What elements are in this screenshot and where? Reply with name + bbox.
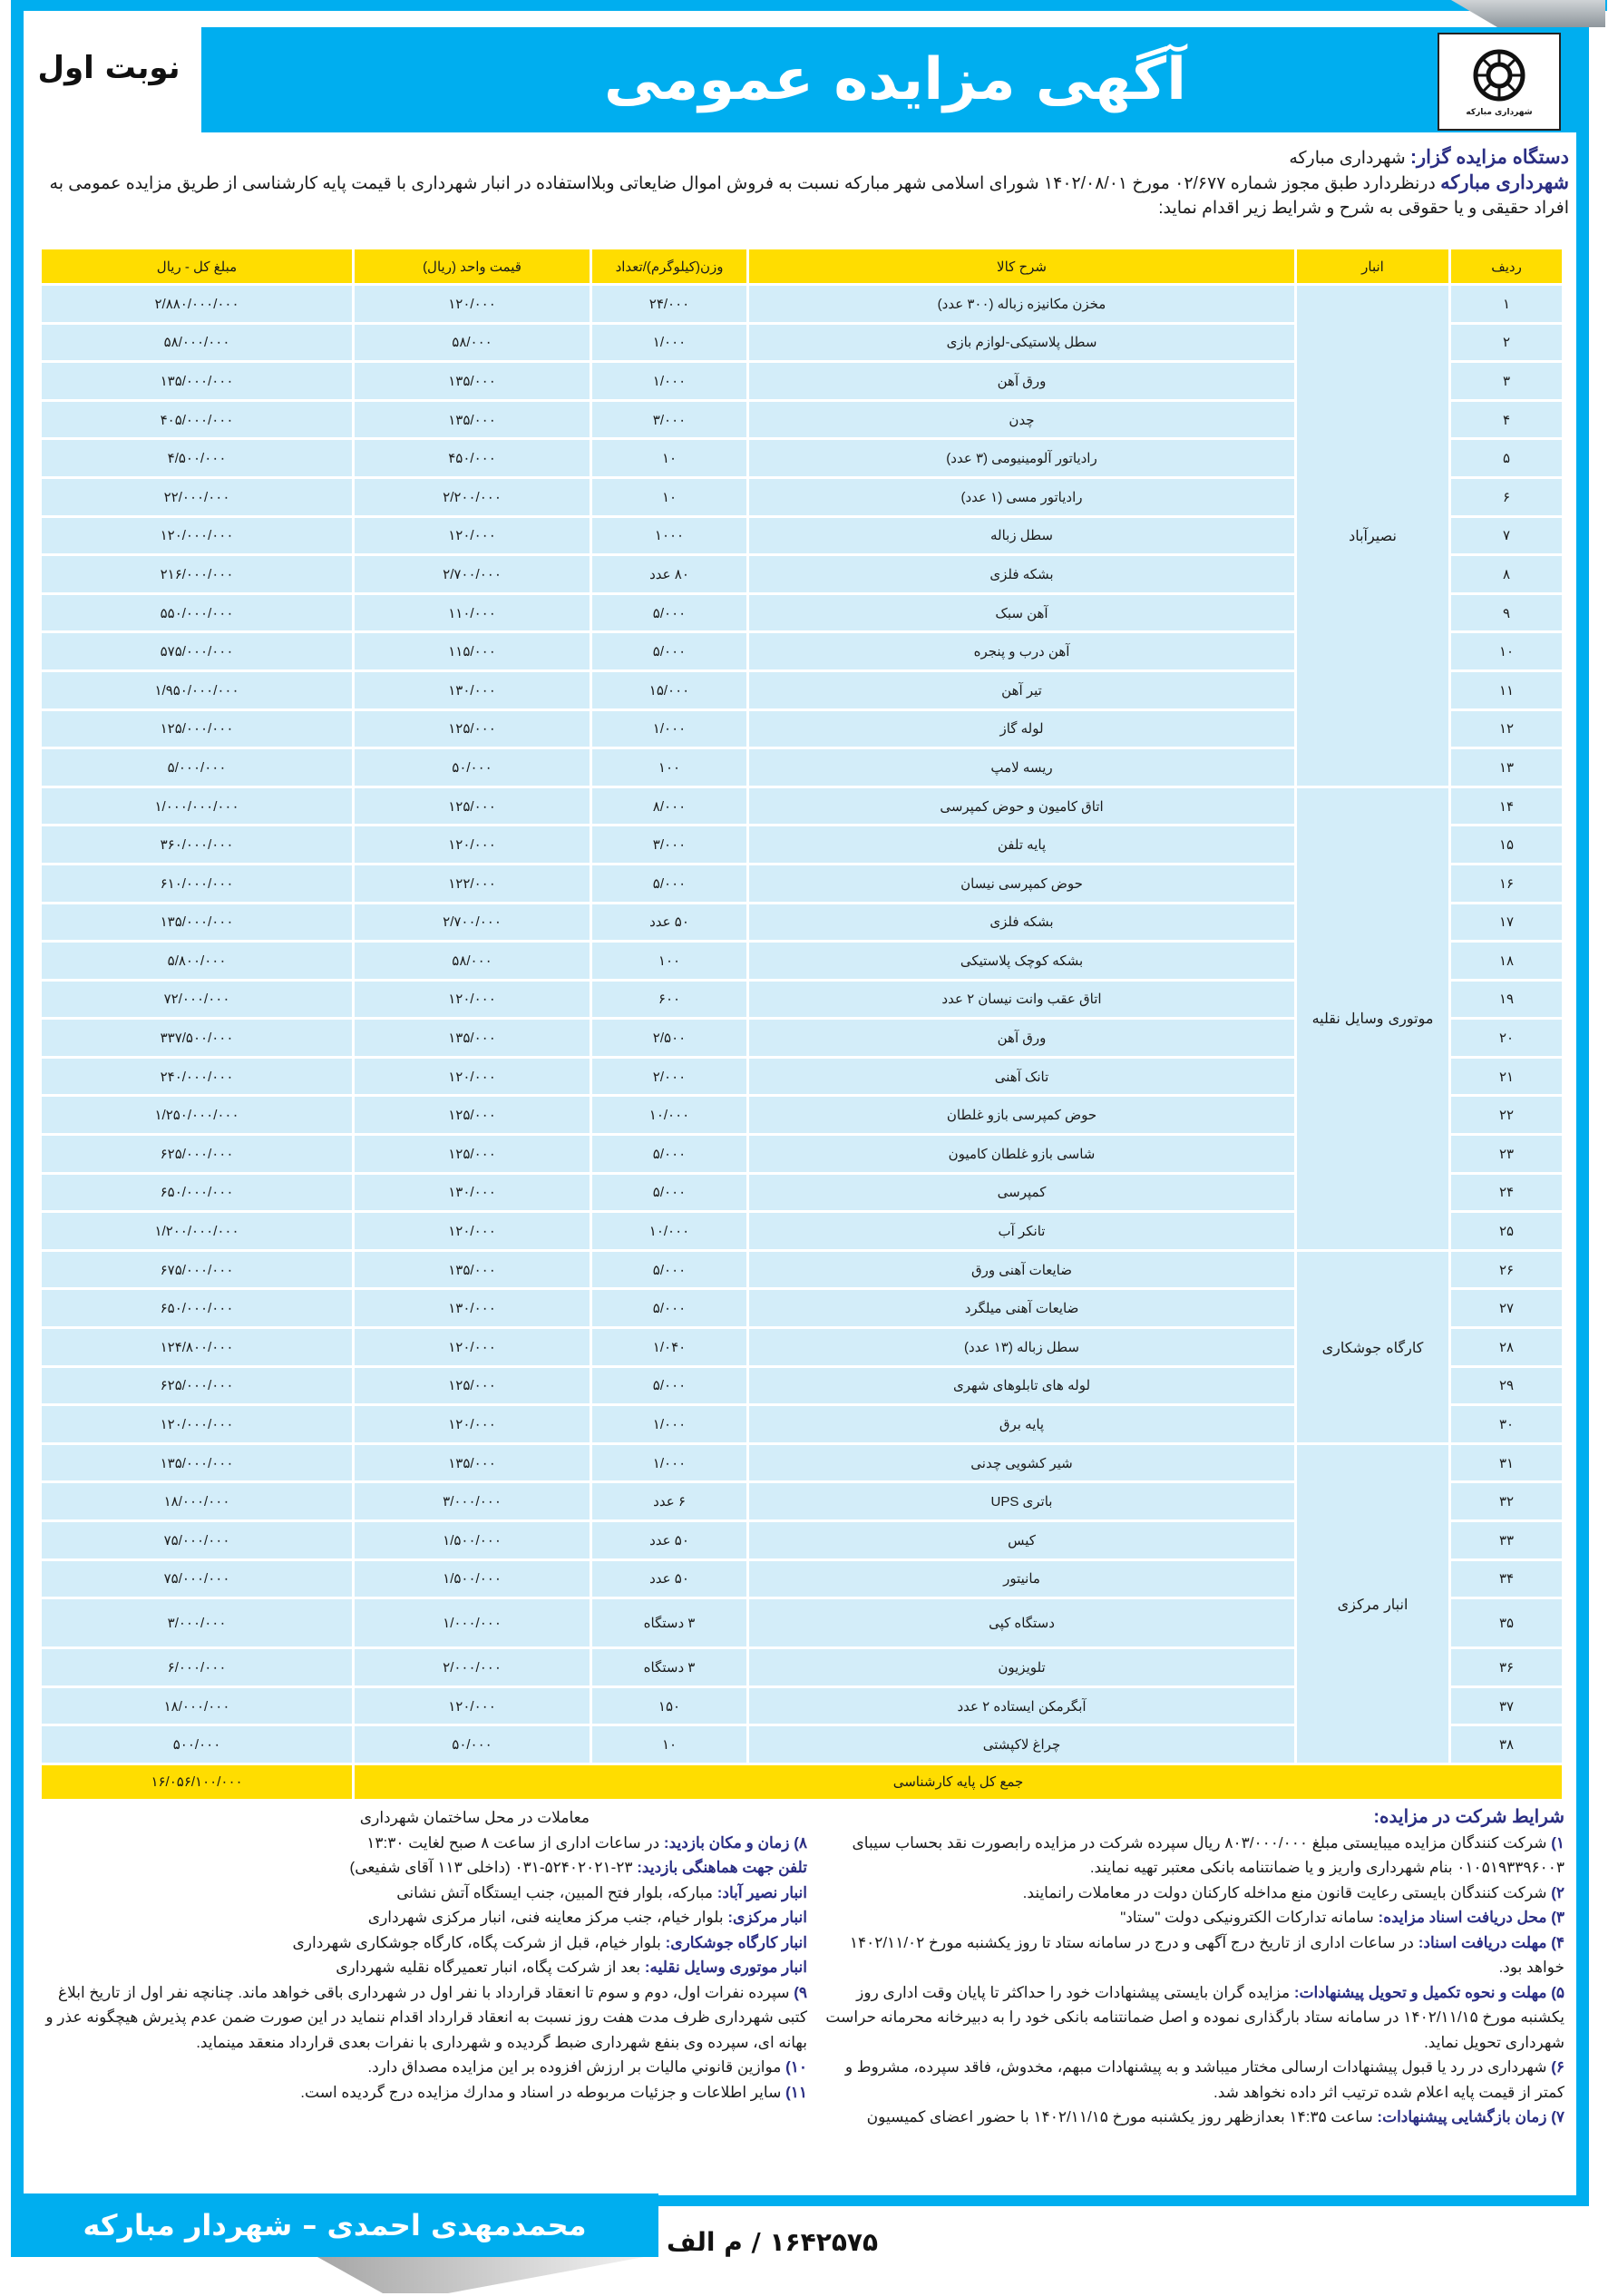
cell-total: ۱۲۴/۸۰۰/۰۰۰ bbox=[42, 1329, 352, 1368]
cell-total: ۵/۸۰۰/۰۰۰ bbox=[42, 943, 352, 982]
cell-desc: اتاق کامیون و حوض کمپرسی bbox=[746, 788, 1294, 827]
cell-total: ۷۵/۰۰۰/۰۰۰ bbox=[42, 1561, 352, 1600]
condition-label: زمان بازگشایی پیشنهادات: bbox=[1377, 2108, 1547, 2125]
cell-idx: ۸ bbox=[1448, 556, 1562, 595]
cell-unit-price: ۱۲۰/۰۰۰ bbox=[352, 1059, 590, 1098]
cell-qty: ۳ دستگاه bbox=[590, 1649, 746, 1688]
cell-desc: ضایعات آهنی میلگرد bbox=[746, 1290, 1294, 1329]
cell-unit-price: ۱۲۰/۰۰۰ bbox=[352, 1213, 590, 1252]
cell-unit-price: ۲/۷۰۰/۰۰۰ bbox=[352, 556, 590, 595]
warehouse-group-cell: موتوری وسایل نقلیه bbox=[1294, 788, 1448, 1252]
condition-label: انبار مرکزی: bbox=[727, 1909, 807, 1926]
condition-number: ۵) bbox=[1551, 1983, 1564, 2001]
condition-text: در ساعات اداری از تاریخ درج آگهی و درج در سامانه ستاد تا روز یکشنبه مورخ ۱۴۰۲/۱۱/۰۲ خواهد بود. bbox=[849, 1933, 1564, 1976]
cell-unit-price: ۵۸/۰۰۰ bbox=[352, 943, 590, 982]
cell-qty: ۵۰ عدد bbox=[590, 1522, 746, 1561]
condition-text: شرکت کنندگان بایستی رعایت قانون منع مداخله کارکنان دولت در معاملات رانمایند. bbox=[1022, 1883, 1547, 1901]
condition-item bbox=[825, 1980, 1564, 2056]
condition-item bbox=[825, 2105, 1564, 2130]
cell-desc: مانیتور bbox=[746, 1561, 1294, 1600]
cell-unit-price: ۵۰/۰۰۰ bbox=[352, 749, 590, 788]
cell-qty: ۵/۰۰۰ bbox=[590, 1136, 746, 1175]
condition-text: سایر اطلاعات و جزئیات مربوطه در اسناد و مدارك مزایده درج گردیده است. bbox=[300, 2083, 782, 2101]
cell-desc: شاسی بازو غلطان کامیون bbox=[746, 1136, 1294, 1175]
cell-qty: ۱۵۰ bbox=[590, 1688, 746, 1727]
cell-qty: ۲۴/۰۰۰ bbox=[590, 286, 746, 325]
cell-desc: پایه برق bbox=[746, 1406, 1294, 1445]
cell-desc: ورق آهن bbox=[746, 1020, 1294, 1059]
condition-label: محل دریافت اسناد مزایده: bbox=[1378, 1909, 1547, 1926]
cell-desc: سطل زباله bbox=[746, 518, 1294, 557]
cell-unit-price: ۱۲۰/۰۰۰ bbox=[352, 286, 590, 325]
round-label: نوبت اول bbox=[37, 50, 180, 86]
cell-total: ۳۶۰/۰۰۰/۰۰۰ bbox=[42, 826, 352, 865]
cell-desc: اتاق عقب وانت نیسان ۲ عدد bbox=[746, 982, 1294, 1021]
cell-qty: ۱۰/۰۰۰ bbox=[590, 1213, 746, 1252]
cell-qty: ۳/۰۰۰ bbox=[590, 402, 746, 441]
cell-desc: سطل زباله (۱۳ عدد) bbox=[746, 1329, 1294, 1368]
cell-desc: پایه تلفن bbox=[746, 826, 1294, 865]
cell-total: ۱۲۰/۰۰۰/۰۰۰ bbox=[42, 1406, 352, 1445]
cell-qty: ۱/۰۰۰ bbox=[590, 325, 746, 364]
cell-unit-price: ۱۳۵/۰۰۰ bbox=[352, 1445, 590, 1484]
condition-text: بعد از شرکت پگاه، انبار تعمیرگاه نقلیه شهرداری bbox=[336, 1959, 641, 1976]
cell-total: ۵۷۵/۰۰۰/۰۰۰ bbox=[42, 633, 352, 672]
auctioneer-value: شهرداری مبارکه bbox=[1289, 149, 1406, 168]
cell-idx: ۷ bbox=[1448, 518, 1562, 557]
cell-total: ۳۳۷/۵۰۰/۰۰۰ bbox=[42, 1020, 352, 1059]
cell-unit-price: ۱۲۰/۰۰۰ bbox=[352, 518, 590, 557]
items-table bbox=[42, 249, 1562, 1804]
condition-number: ۴) bbox=[1551, 1933, 1564, 1951]
cell-desc: مخزن مکانیزه زباله (۳۰۰ عدد) bbox=[746, 286, 1294, 325]
condition-item bbox=[36, 1980, 807, 2056]
cell-desc: رادیاتور آلومینیومی (۳ عدد) bbox=[746, 440, 1294, 479]
cell-idx: ۲ bbox=[1448, 325, 1562, 364]
cell-idx: ۳۷ bbox=[1448, 1688, 1562, 1727]
cell-idx: ۳۲ bbox=[1448, 1483, 1562, 1522]
cell-qty: ۵/۰۰۰ bbox=[590, 595, 746, 634]
cell-total: ۴۰۵/۰۰۰/۰۰۰ bbox=[42, 402, 352, 441]
cell-idx: ۳۶ bbox=[1448, 1649, 1562, 1688]
cell-total: ۱/۰۰۰/۰۰۰/۰۰۰ bbox=[42, 788, 352, 827]
condition-item bbox=[825, 1905, 1564, 1930]
cell-unit-price: ۱۲۰/۰۰۰ bbox=[352, 1406, 590, 1445]
cell-desc: ضایعات آهنی ورق bbox=[746, 1252, 1294, 1291]
condition-text: در ساعات اداری از ساعت ۸ صبح لغایت ۱۳:۳۰ bbox=[366, 1833, 660, 1851]
cell-unit-price: ۱۳۵/۰۰۰ bbox=[352, 1252, 590, 1291]
cell-unit-price: ۱۱۵/۰۰۰ bbox=[352, 633, 590, 672]
cell-qty: ۸۰ عدد bbox=[590, 556, 746, 595]
cell-qty: ۵/۰۰۰ bbox=[590, 1368, 746, 1407]
cell-unit-price: ۱۳۰/۰۰۰ bbox=[352, 1175, 590, 1214]
cell-total: ۲۴۰/۰۰۰/۰۰۰ bbox=[42, 1059, 352, 1098]
intro-paragraph bbox=[36, 145, 1569, 220]
condition-text: سپرده نفرات اول، دوم و سوم تا انعقاد قرارداد با نفر اول در شهرداری باقی خواهد ماند. چنانچه نفر اول از تاریخ ابلاغ کتبی شهرداری ظرف مدت هفت روز نسبت به انعقاد قرارداد اقدام ننماید در این صورت ضمن عدم پذیرش هیچگونه عذر و بهانه ای، سپرده وی بنفع شهرداری ضبط گردیده و شهرداری با نفرات بعدی قرارداد منعقد مینماید. bbox=[45, 1983, 807, 2051]
cell-qty: ۱/۰۰۰ bbox=[590, 1445, 746, 1484]
cell-qty: ۵/۰۰۰ bbox=[590, 633, 746, 672]
cell-idx: ۱۶ bbox=[1448, 865, 1562, 904]
cell-idx: ۶ bbox=[1448, 479, 1562, 518]
cell-unit-price: ۱۲۵/۰۰۰ bbox=[352, 788, 590, 827]
cell-desc: حوض کمپرسی نیسان bbox=[746, 865, 1294, 904]
municipality-logo bbox=[1438, 33, 1561, 131]
warehouse-group-cell: نصیرآباد bbox=[1294, 286, 1448, 788]
condition-label: انبار موتوری وسایل نقلیه: bbox=[644, 1959, 807, 1976]
cell-desc: ریسه لامپ bbox=[746, 749, 1294, 788]
cell-qty: ۵۰ عدد bbox=[590, 1561, 746, 1600]
cell-idx: ۲۰ bbox=[1448, 1020, 1562, 1059]
condition-number: ۷) bbox=[1551, 2108, 1564, 2125]
cell-total: ۶/۰۰۰/۰۰۰ bbox=[42, 1649, 352, 1688]
cell-unit-price: ۴۵۰/۰۰۰ bbox=[352, 440, 590, 479]
cell-total: ۵۸/۰۰۰/۰۰۰ bbox=[42, 325, 352, 364]
cell-total: ۷۲/۰۰۰/۰۰۰ bbox=[42, 982, 352, 1021]
ad-code: ۱۶۴۲۵۷۵ / م الف bbox=[667, 2227, 879, 2257]
cell-idx: ۱۲ bbox=[1448, 711, 1562, 750]
condition-label: انبار نصیر آباد: bbox=[716, 1883, 807, 1901]
header-desc: شرح کالا bbox=[746, 249, 1294, 286]
cell-desc: آهن سبک bbox=[746, 595, 1294, 634]
cell-total: ۴/۵۰۰/۰۰۰ bbox=[42, 440, 352, 479]
condition-label: مهلت و نحوه تکمیل و تحویل پیشنهادات: bbox=[1293, 1983, 1547, 2001]
cell-qty: ۲/۵۰۰ bbox=[590, 1020, 746, 1059]
cell-desc: رادیاتور مسی (۱ عدد) bbox=[746, 479, 1294, 518]
cell-unit-price: ۱۲۵/۰۰۰ bbox=[352, 711, 590, 750]
cell-idx: ۲۱ bbox=[1448, 1059, 1562, 1098]
cell-total: ۱۸/۰۰۰/۰۰۰ bbox=[42, 1483, 352, 1522]
condition-text: ساعت ۱۴:۳۵ بعدازظهر روز یکشنبه مورخ ۱۴۰۲/۱۱/۱۵ با حضور اعضای کمیسیون bbox=[866, 2108, 1373, 2125]
page-title: آگهی مزایده عمومی bbox=[604, 46, 1186, 113]
cell-desc: آبگرمکن ایستاده ۲ عدد bbox=[746, 1688, 1294, 1727]
cell-idx: ۳۴ bbox=[1448, 1561, 1562, 1600]
cell-desc: کمپرسی bbox=[746, 1175, 1294, 1214]
cell-idx: ۳۰ bbox=[1448, 1406, 1562, 1445]
frame-right-border bbox=[1576, 27, 1589, 2204]
cell-unit-price: ۱۲۵/۰۰۰ bbox=[352, 1368, 590, 1407]
cell-desc: تانکر آب bbox=[746, 1213, 1294, 1252]
cell-total: ۶۷۵/۰۰۰/۰۰۰ bbox=[42, 1252, 352, 1291]
logo-caption: شهرداری مبارکه bbox=[1466, 108, 1533, 117]
cell-qty: ۵/۰۰۰ bbox=[590, 1175, 746, 1214]
cell-unit-price: ۱۲۲/۰۰۰ bbox=[352, 865, 590, 904]
signature-banner bbox=[11, 2193, 658, 2257]
cell-unit-price: ۳/۰۰۰/۰۰۰ bbox=[352, 1483, 590, 1522]
condition-label: زمان و مکان بازدید: bbox=[663, 1833, 790, 1851]
cell-qty: ۵/۰۰۰ bbox=[590, 1290, 746, 1329]
cell-unit-price: ۲/۰۰۰/۰۰۰ bbox=[352, 1649, 590, 1688]
cell-qty: ۲/۰۰۰ bbox=[590, 1059, 746, 1098]
cell-idx: ۳۳ bbox=[1448, 1522, 1562, 1561]
cell-idx: ۲۸ bbox=[1448, 1329, 1562, 1368]
condition-text: ۲۳-۵۲۴۰۲۰۲۱-۰۳۱ (داخلی ۱۱۳ آقای شفیعی) bbox=[349, 1859, 633, 1876]
cell-idx: ۲۳ bbox=[1448, 1136, 1562, 1175]
condition-text: مزایده گران بایستی پیشنهادات خود را حداکثر تا پایان وقت اداری روز یکشنبه مورخ ۱۴۰۲/۱۱/۱۵ در سامانه ستاد بارگذاری نموده و اصل ضمانتنامه بانکی خود را به دبیرخانه محرمانه حراست شهرداری تحویل نماید. bbox=[825, 1983, 1564, 2051]
cell-total: ۱۲۵/۰۰۰/۰۰۰ bbox=[42, 711, 352, 750]
signature-text: محمدمهدی احمدی – شهردار مبارکه bbox=[83, 2208, 587, 2242]
cell-desc: بشکه کوچک پلاستیکی bbox=[746, 943, 1294, 982]
cell-desc: آهن درب و پنجره bbox=[746, 633, 1294, 672]
total-label: جمع کل پایه کارشناسی bbox=[352, 1765, 1562, 1802]
cell-idx: ۱۰ bbox=[1448, 633, 1562, 672]
condition-item bbox=[825, 1881, 1564, 1906]
condition-text: بلوار خیام، قبل از شرکت پگاه، کارگاه جوشکاری شهرداری bbox=[292, 1933, 661, 1951]
cell-desc: ورق آهن bbox=[746, 363, 1294, 402]
condition-item bbox=[36, 1930, 807, 1956]
condition-number: ۸) bbox=[794, 1833, 807, 1851]
cell-idx: ۳ bbox=[1448, 363, 1562, 402]
cell-total: ۶۲۵/۰۰۰/۰۰۰ bbox=[42, 1368, 352, 1407]
cell-unit-price: ۱/۵۰۰/۰۰۰ bbox=[352, 1561, 590, 1600]
cell-desc: چدن bbox=[746, 402, 1294, 441]
cell-total: ۱۸/۰۰۰/۰۰۰ bbox=[42, 1688, 352, 1727]
cell-unit-price: ۵۰/۰۰۰ bbox=[352, 1726, 590, 1765]
header-warehouse: انبار bbox=[1294, 249, 1448, 286]
cell-idx: ۳۱ bbox=[1448, 1445, 1562, 1484]
table-total-row bbox=[42, 1765, 1562, 1804]
cell-total: ۶۵۰/۰۰۰/۰۰۰ bbox=[42, 1175, 352, 1214]
auctioneer-label: دستگاه مزایده گزار: bbox=[1409, 147, 1569, 168]
conditions-heading: شرایط شرکت در مزایده: bbox=[1373, 1807, 1564, 1827]
table-header-row bbox=[42, 249, 1562, 286]
condition-item bbox=[825, 1831, 1564, 1881]
conditions-right-column bbox=[825, 1805, 1564, 2130]
cell-desc: شیر کشویی چدنی bbox=[746, 1445, 1294, 1484]
cell-idx: ۲۶ bbox=[1448, 1252, 1562, 1291]
cell-total: ۷۵/۰۰۰/۰۰۰ bbox=[42, 1522, 352, 1561]
cell-unit-price: ۱/۰۰۰/۰۰۰ bbox=[352, 1599, 590, 1649]
total-value: ۱۶/۰۵۶/۱۰۰/۰۰۰ bbox=[42, 1765, 352, 1802]
cell-qty: ۱۰۰ bbox=[590, 749, 746, 788]
condition-item bbox=[36, 1855, 807, 1881]
cell-total: ۲/۸۸۰/۰۰۰/۰۰۰ bbox=[42, 286, 352, 325]
cell-qty: ۳ دستگاه bbox=[590, 1599, 746, 1649]
cell-qty: ۱۰۰۰ bbox=[590, 518, 746, 557]
cell-unit-price: ۱۲۰/۰۰۰ bbox=[352, 1329, 590, 1368]
cell-unit-price: ۲/۷۰۰/۰۰۰ bbox=[352, 904, 590, 943]
cell-unit-price: ۱۲۰/۰۰۰ bbox=[352, 982, 590, 1021]
cell-qty: ۱۰ bbox=[590, 440, 746, 479]
cell-desc: لوله گاز bbox=[746, 711, 1294, 750]
cell-desc: تلویزیون bbox=[746, 1649, 1294, 1688]
condition-text: شرکت کنندگان مزایده میبایستی مبلغ ۸۰۳/۰۰۰/۰۰۰ ریال سپرده شرکت در مزایده رابصورت نقد بحساب سیبای ۰۱۰۵۱۹۳۳۹۶۰۰۳ بنام شهرداری واریز و یا ضمانتنامه بانکی معتبر تهیه نمایند. bbox=[852, 1833, 1564, 1876]
cell-idx: ۱۳ bbox=[1448, 749, 1562, 788]
header-total: مبلغ کل - ریال bbox=[42, 249, 352, 286]
cell-qty: ۵/۰۰۰ bbox=[590, 1252, 746, 1291]
condition-label: انبار کارگاه جوشکاری: bbox=[665, 1933, 807, 1951]
cell-total: ۱۳۵/۰۰۰/۰۰۰ bbox=[42, 1445, 352, 1484]
condition-number: ۲) bbox=[1551, 1883, 1564, 1901]
cell-qty: ۱۰/۰۰۰ bbox=[590, 1097, 746, 1136]
cell-idx: ۳۸ bbox=[1448, 1726, 1562, 1765]
cell-qty: ۸/۰۰۰ bbox=[590, 788, 746, 827]
cell-desc: تیر آهن bbox=[746, 672, 1294, 711]
cell-unit-price: ۵۸/۰۰۰ bbox=[352, 325, 590, 364]
cell-idx: ۲۲ bbox=[1448, 1097, 1562, 1136]
cell-desc: بشکه فلزی bbox=[746, 904, 1294, 943]
cell-total: ۳/۰۰۰/۰۰۰ bbox=[42, 1599, 352, 1649]
cell-unit-price: ۱۲۰/۰۰۰ bbox=[352, 826, 590, 865]
cell-idx: ۵ bbox=[1448, 440, 1562, 479]
cell-total: ۶۱۰/۰۰۰/۰۰۰ bbox=[42, 865, 352, 904]
header-qty: وزن(کیلوگرم)/تعداد bbox=[590, 249, 746, 286]
cell-total: ۲۲/۰۰۰/۰۰۰ bbox=[42, 479, 352, 518]
cell-idx: ۱۵ bbox=[1448, 826, 1562, 865]
cell-unit-price: ۱۲۵/۰۰۰ bbox=[352, 1097, 590, 1136]
cell-qty: ۱/۰۰۰ bbox=[590, 711, 746, 750]
condition-number: ۳) bbox=[1551, 1909, 1564, 1926]
cell-qty: ۱۰ bbox=[590, 1726, 746, 1765]
cell-qty: ۱/۰۰۰ bbox=[590, 1406, 746, 1445]
cell-unit-price: ۲/۲۰۰/۰۰۰ bbox=[352, 479, 590, 518]
frame-top-border bbox=[11, 0, 1607, 11]
condition-text: سامانه تدارکات الکترونیکی دولت "ستاد" bbox=[1120, 1909, 1374, 1926]
condition-item bbox=[36, 2055, 807, 2080]
cell-idx: ۳۵ bbox=[1448, 1599, 1562, 1649]
cell-idx: ۲۵ bbox=[1448, 1213, 1562, 1252]
cell-idx: ۴ bbox=[1448, 402, 1562, 441]
cell-desc: چراغ لاکپشتی bbox=[746, 1726, 1294, 1765]
cell-total: ۱۳۵/۰۰۰/۰۰۰ bbox=[42, 363, 352, 402]
cell-desc: دستگاه کپی bbox=[746, 1599, 1294, 1649]
warehouse-group-cell: کارگاه جوشکاری bbox=[1294, 1252, 1448, 1445]
condition-item bbox=[825, 1930, 1564, 1980]
cell-qty: ۶ عدد bbox=[590, 1483, 746, 1522]
condition-number: ۶) bbox=[1551, 2058, 1564, 2076]
cell-qty: ۳/۰۰۰ bbox=[590, 826, 746, 865]
condition-number: ۱۱) bbox=[785, 2083, 807, 2101]
condition-number: ۱۰) bbox=[785, 2058, 807, 2076]
condition-item bbox=[36, 1905, 807, 1930]
cell-idx: ۱۹ bbox=[1448, 982, 1562, 1021]
cell-unit-price: ۱۳۵/۰۰۰ bbox=[352, 1020, 590, 1059]
condition-item bbox=[36, 1881, 807, 1906]
cell-unit-price: ۱۲۰/۰۰۰ bbox=[352, 1688, 590, 1727]
condition-item bbox=[36, 1955, 807, 1980]
cell-qty: ۱/۰۴۰ bbox=[590, 1329, 746, 1368]
cell-desc: حوض کمپرسی بازو غلطان bbox=[746, 1097, 1294, 1136]
cell-qty: ۱/۰۰۰ bbox=[590, 363, 746, 402]
condition-text: مبارکه، بلوار فتح المبین، جنب ایستگاه آتش نشانی bbox=[396, 1883, 713, 1901]
conditions-left-intro: معاملات در محل ساختمان شهرداری bbox=[359, 1809, 590, 1826]
cell-total: ۵۵۰/۰۰۰/۰۰۰ bbox=[42, 595, 352, 634]
cell-total: ۶۲۵/۰۰۰/۰۰۰ bbox=[42, 1136, 352, 1175]
cell-unit-price: ۱۳۵/۰۰۰ bbox=[352, 402, 590, 441]
conditions-left-column bbox=[36, 1805, 807, 2105]
rosette-logo-icon bbox=[1470, 46, 1528, 104]
cell-idx: ۱۴ bbox=[1448, 788, 1562, 827]
cell-qty: ۱۵/۰۰۰ bbox=[590, 672, 746, 711]
corner-fold-decoration bbox=[1451, 0, 1605, 27]
title-banner bbox=[201, 27, 1589, 132]
cell-qty: ۵/۰۰۰ bbox=[590, 865, 746, 904]
header-unit-price: قیمت واحد (ریال) bbox=[352, 249, 590, 286]
cell-qty: ۱۰ bbox=[590, 479, 746, 518]
warehouse-group-cell: انبار مرکزی bbox=[1294, 1445, 1448, 1765]
cell-total: ۱/۹۵۰/۰۰۰/۰۰۰ bbox=[42, 672, 352, 711]
cell-unit-price: ۱/۵۰۰/۰۰۰ bbox=[352, 1522, 590, 1561]
condition-item bbox=[825, 2055, 1564, 2105]
condition-number: ۹) bbox=[794, 1983, 807, 2001]
cell-total: ۱۲۰/۰۰۰/۰۰۰ bbox=[42, 518, 352, 557]
cell-idx: ۲۴ bbox=[1448, 1175, 1562, 1214]
cell-desc: تانک آهنی bbox=[746, 1059, 1294, 1098]
conditions-left-list bbox=[36, 1831, 807, 2105]
cell-unit-price: ۱۳۰/۰۰۰ bbox=[352, 672, 590, 711]
conditions-list bbox=[825, 1831, 1564, 2130]
frame-left-border bbox=[11, 0, 24, 2204]
cell-idx: ۱ bbox=[1448, 286, 1562, 325]
cell-unit-price: ۱۲۵/۰۰۰ bbox=[352, 1136, 590, 1175]
cell-unit-price: ۱۳۵/۰۰۰ bbox=[352, 363, 590, 402]
cell-total: ۶۵۰/۰۰۰/۰۰۰ bbox=[42, 1290, 352, 1329]
body-text: درنظردارد طبق مجوز شماره ۰۲/۶۷۷ مورخ ۱۴۰۲/۰۸/۰۱ شورای اسلامی شهر مبارکه نسبت به فروش اموال ضایعاتی وبلااستفاده در انبار شهرداری با قیمت پایه کارشناسی از طریق مزایده عمومی به افراد حقیقی و یا حقوقی به شرح و شرایط زیر اقدام نماید: bbox=[49, 174, 1569, 218]
cell-desc: باتری UPS bbox=[746, 1483, 1294, 1522]
cell-desc: بشکه فلزی bbox=[746, 556, 1294, 595]
cell-total: ۵/۰۰۰/۰۰۰ bbox=[42, 749, 352, 788]
condition-label: مهلت دریافت اسناد: bbox=[1418, 1933, 1547, 1951]
banner-shadow-decoration bbox=[317, 2257, 644, 2293]
table-body bbox=[42, 286, 1562, 1765]
cell-desc: کیس bbox=[746, 1522, 1294, 1561]
cell-desc: لوله های تابلوهای شهری bbox=[746, 1368, 1294, 1407]
condition-item bbox=[36, 2080, 807, 2105]
condition-item bbox=[36, 1831, 807, 1856]
cell-desc: سطل پلاستیکی-لوازم بازی bbox=[746, 325, 1294, 364]
cell-unit-price: ۱۱۰/۰۰۰ bbox=[352, 595, 590, 634]
cell-idx: ۱۷ bbox=[1448, 904, 1562, 943]
cell-idx: ۲۷ bbox=[1448, 1290, 1562, 1329]
cell-qty: ۱۰۰ bbox=[590, 943, 746, 982]
cell-total: ۱/۲۵۰/۰۰۰/۰۰۰ bbox=[42, 1097, 352, 1136]
condition-text: موازین قانوني ماليات بر ارزش افزوده بر اين مزايده مصداق دارد. bbox=[367, 2058, 782, 2076]
cell-idx: ۱۸ bbox=[1448, 943, 1562, 982]
cell-qty: ۵۰ عدد bbox=[590, 904, 746, 943]
condition-text: شهرداری در رد یا قبول پیشنهادات ارسالی مختار میباشد و به پیشنهادات مبهم، مخدوش، فاقد سپرده، مشروط و کمتر از قیمت پایه اعلام شده ترتیب اثر داده نخواهد شد. bbox=[844, 2058, 1564, 2101]
condition-number: ۱) bbox=[1551, 1833, 1564, 1851]
cell-total: ۵۰۰/۰۰۰ bbox=[42, 1726, 352, 1765]
condition-text: بلوار خیام، جنب مرکز معاینه فنی، انبار مرکزی شهرداری bbox=[367, 1909, 724, 1926]
cell-total: ۱/۲۰۰/۰۰۰/۰۰۰ bbox=[42, 1213, 352, 1252]
body-label: شهرداری مبارکه bbox=[1440, 172, 1569, 193]
cell-unit-price: ۱۳۰/۰۰۰ bbox=[352, 1290, 590, 1329]
cell-idx: ۲۹ bbox=[1448, 1368, 1562, 1407]
condition-label: تلفن جهت هماهنگی بازدید: bbox=[637, 1859, 807, 1876]
cell-idx: ۱۱ bbox=[1448, 672, 1562, 711]
header-idx: ردیف bbox=[1448, 249, 1562, 286]
cell-total: ۱۳۵/۰۰۰/۰۰۰ bbox=[42, 904, 352, 943]
cell-qty: ۶۰۰ bbox=[590, 982, 746, 1021]
cell-idx: ۹ bbox=[1448, 595, 1562, 634]
cell-total: ۲۱۶/۰۰۰/۰۰۰ bbox=[42, 556, 352, 595]
